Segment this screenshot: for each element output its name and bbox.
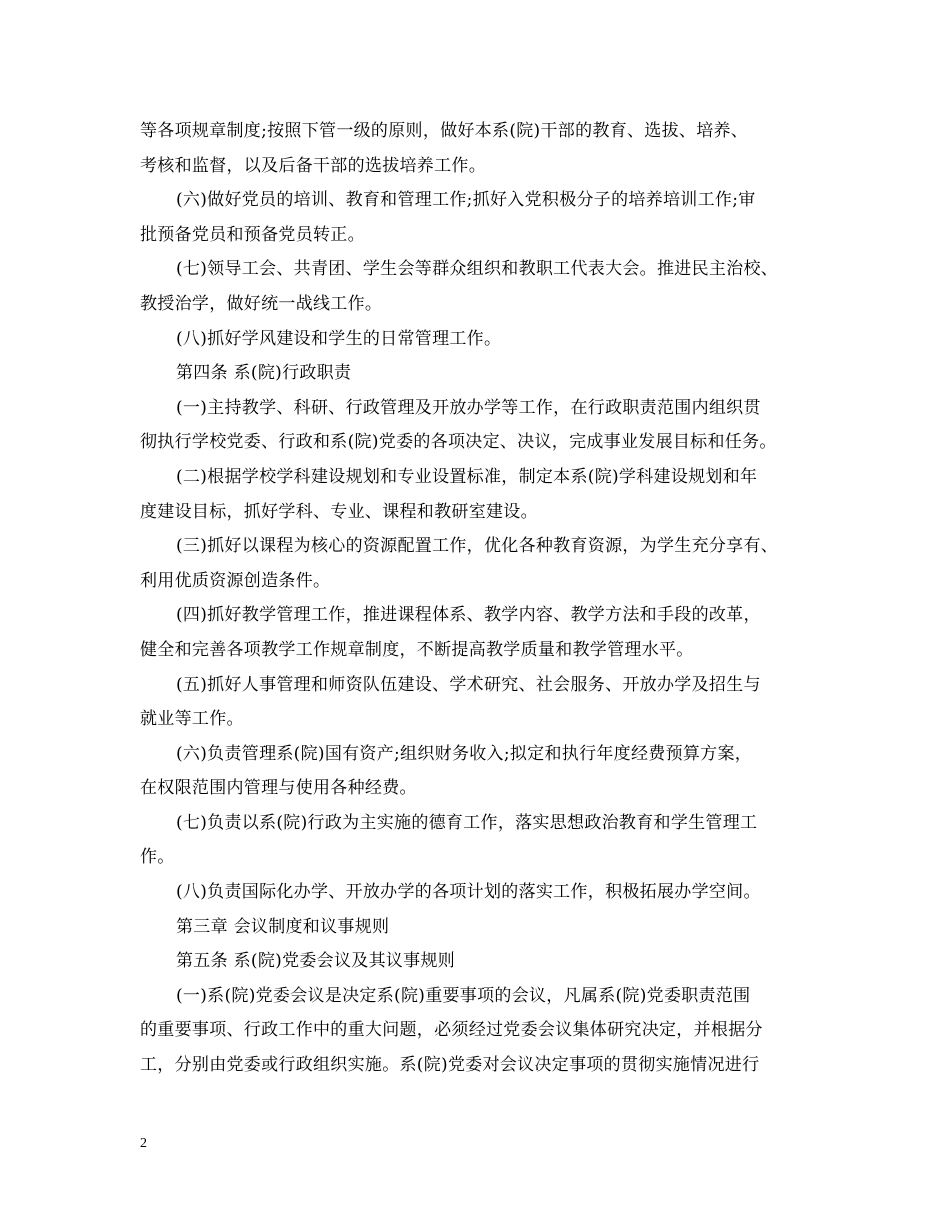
chapter-heading: 第三章 会议制度和议事规则 xyxy=(176,916,390,937)
text-line: (二)根据学校学科建设规划和专业设置标准，制定本系(院)学科建设规划和年 xyxy=(176,466,758,487)
text-line: 考核和监督，以及后备干部的选拔培养工作。 xyxy=(140,155,486,176)
text-line: 的重要事项、行政工作中的重大问题，必须经过党委会议集体研究决定，并根据分 xyxy=(140,1020,763,1041)
text-line: 度建设目标，抓好学科、专业、课程和教研室建设。 xyxy=(140,501,538,522)
document-body xyxy=(140,114,820,1083)
text-line: 在权限范围内管理与使用各种经费。 xyxy=(140,778,417,799)
text-line: 工，分别由党委或行政组织实施。系(院)党委对会议决定事项的贯彻实施情况进行 xyxy=(140,1055,760,1076)
text-line: 教授治学，做好统一战线工作。 xyxy=(140,293,383,314)
text-line: 利用优质资源创造条件。 xyxy=(140,570,331,591)
text-line: (六)做好党员的培训、教育和管理工作;抓好入党积极分子的培养培训工作;审 xyxy=(176,190,756,211)
text-line: (七)负责以系(院)行政为主实施的德育工作，落实思想政治教育和学生管理工 xyxy=(176,812,758,833)
text-line: (八)负责国际化办学、开放办学的各项计划的落实工作，积极拓展办学空间。 xyxy=(176,882,761,903)
text-line: 彻执行学校党委、行政和系(院)党委的各项决定、决议，完成事业发展目标和任务。 xyxy=(140,432,777,453)
text-line: (六)负责管理系(院)国有资产;组织财务收入;拟定和执行年度经费预算方案， xyxy=(176,743,753,764)
text-line: 批预备党员和预备党员转正。 xyxy=(140,224,365,245)
text-line: (八)抓好学风建设和学生的日常管理工作。 xyxy=(176,328,502,349)
text-line: 作。 xyxy=(140,847,175,868)
text-line: (三)抓好以课程为核心的资源配置工作，优化各种教育资源，为学生充分享有、 xyxy=(176,536,779,557)
page-number: 2 xyxy=(140,1136,147,1151)
text-line: (一)系(院)党委会议是决定系(院)重要事项的会议，凡属系(院)党委职责范围 xyxy=(176,985,751,1006)
article-heading: 第五条 系(院)党委会议及其议事规则 xyxy=(176,951,456,972)
text-line: 等各项规章制度;按照下管一级的原则，做好本系(院)干部的教育、选拔、培养、 xyxy=(140,121,749,141)
text-line: 就业等工作。 xyxy=(140,709,244,730)
article-heading: 第四条 系(院)行政职责 xyxy=(176,363,352,384)
text-line: (四)抓好教学管理工作，推进课程体系、教学内容、教学方法和手段的改革， xyxy=(176,605,761,626)
text-line: (一)主持教学、科研、行政管理及开放办学等工作，在行政职责范围内组织贯 xyxy=(176,397,761,418)
text-line: (七)领导工会、共青团、学生会等群众组织和教职工代表大会。推进民主治校、 xyxy=(176,259,779,280)
text-line: 健全和完善各项教学工作规章制度，不断提高教学质量和教学管理水平。 xyxy=(140,639,694,660)
text-line: (五)抓好人事管理和师资队伍建设、学术研究、社会服务、开放办学及招生与 xyxy=(176,674,761,695)
